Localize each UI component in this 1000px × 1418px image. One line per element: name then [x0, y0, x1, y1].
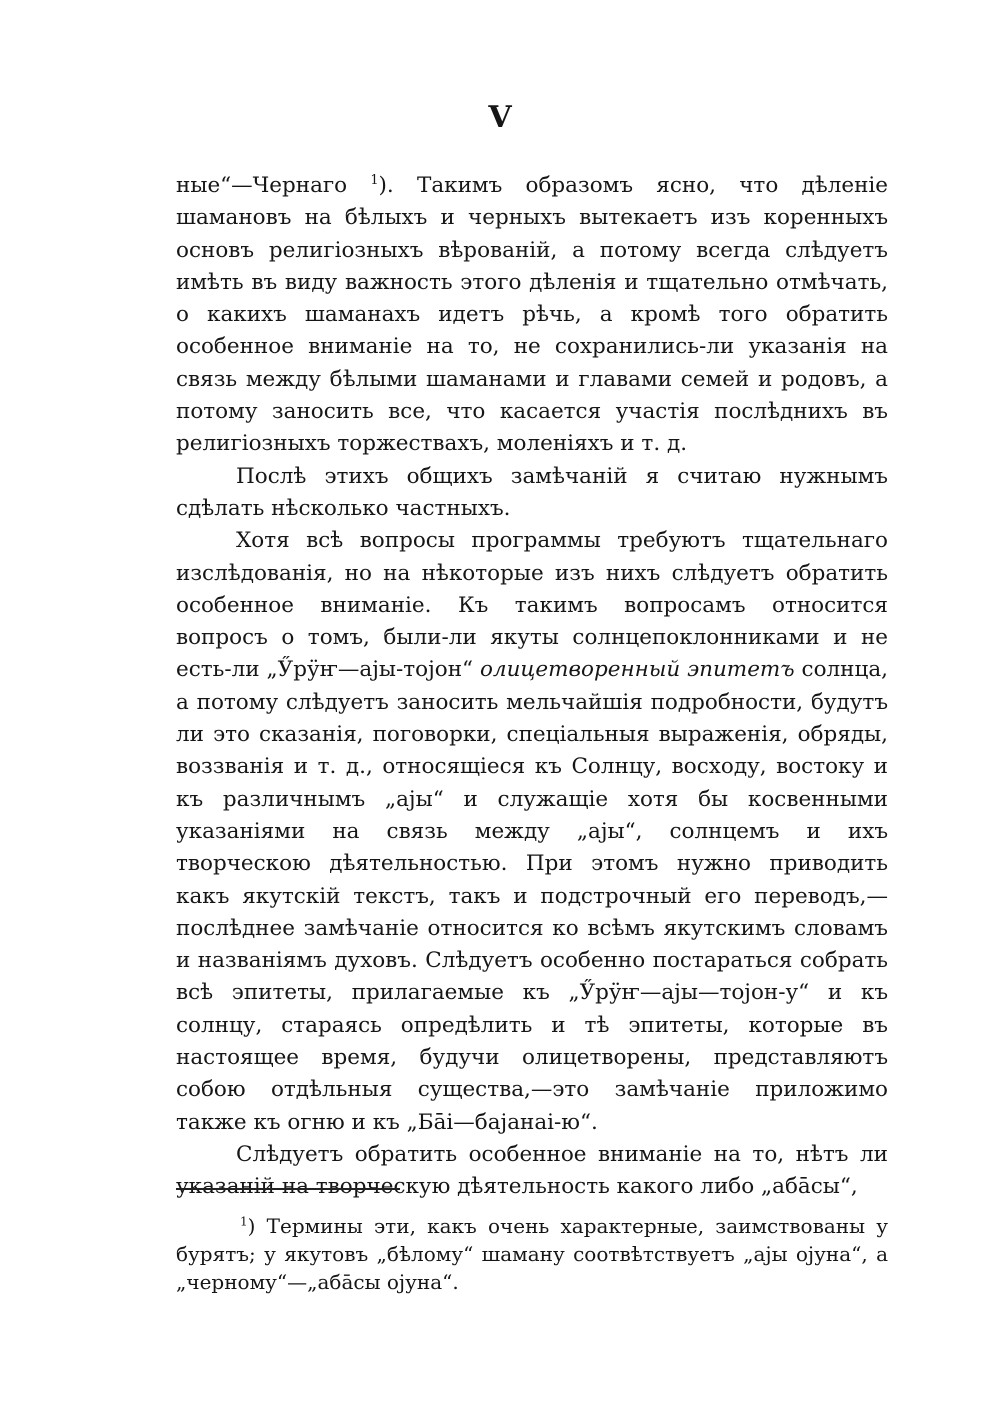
body-text [176, 170, 888, 1204]
paragraph-3 [176, 525, 888, 1139]
text-run: ). Такимъ образомъ ясно, что дѣленіе шамановъ на бѣлыхъ и черныхъ вытекаетъ изъ коренныхъ основъ религіозныхъ вѣрованій, а потому всегда слѣдуетъ имѣть въ виду важность этого дѣленія и тщательно отмѣчать, о какихъ шаманахъ идетъ рѣчь, а кромѣ того обратить особенное вниманіе на то, не сохранились-ли указанія на связь между бѣлыми шаманами и главами семей и родовъ, а потому заносить все, что касается участія послѣднихъ въ религіозныхъ торжествахъ, моленіяхъ и т. д. [176, 173, 889, 457]
footnote-marker: 1 [240, 1214, 248, 1229]
text-run: ные“—Чернаго [176, 173, 371, 198]
text-run: Слѣдуетъ обратить особенное вниманіе на то, нѣтъ ли указаній на творческую дѣятельность какого либо „абāсы“, [176, 1141, 888, 1200]
text-run: Хотя всѣ вопросы программы требуютъ тщательнаго изслѣдованія, но на нѣкоторые изъ нихъ слѣдуетъ обратить особенное вниманіе. Къ такимъ вопросамъ относится вопросъ о томъ, были-ли якуты солнцепоклонниками и не есть-ли „Ӳрӱҥ—ајы-тојон“ [176, 528, 888, 683]
italic-phrase: олицетворенный эпитетъ [479, 657, 795, 683]
footnote-text: ) Термины эти, какъ очень характерные, заимствованы у бурятъ; у якутовъ „бѣлому“ шаману соотвѣтствуетъ „ајы ојуна“, а „черному“—„абāсы ојуна“. [176, 1214, 888, 1294]
footnote-divider [176, 1188, 400, 1190]
paragraph-2 [176, 461, 888, 526]
paragraph-1 [176, 170, 888, 461]
paragraph-4 [176, 1139, 888, 1204]
text-run: солнца, а потому слѣдуетъ заносить мельчайшія подробности, будутъ ли это сказанія, поговорки, спеціальныя выраженія, обряды, воззванія и т. д., относящіеся къ Солнцу, восходу, востоку и къ различнымъ „ајы“ и служащіе хотя бы косвенными указаніями на связь между „ајы“, солнцемъ и ихъ творческою дѣятельностью. При этомъ нужно приводить какъ якутскій текстъ, такъ и подстрочный его переводъ,—послѣднее замѣчаніе относится ко всѣмъ якутскимъ словамъ и названіямъ духовъ. Слѣдуетъ особенно постараться собрать всѣ эпитеты, прилагаемые къ „Ӳрӱҥ—ајы—тојон-у“ и къ солнцу, стараясь опредѣлить и тѣ эпитеты, которые въ настоящее время, будучи олицетворены, представляютъ собою отдѣльныя существа,—это замѣчаніе приложимо также къ огню и къ „Бāі—бајанаі-ю“. [176, 657, 888, 1135]
page-number: V [488, 100, 512, 135]
text-run: Послѣ этихъ общихъ замѣчаній я считаю нужнымъ сдѣлать нѣсколько частныхъ. [176, 463, 888, 521]
footnote [176, 1212, 888, 1296]
footnote-reference[interactable]: 1 [370, 172, 379, 188]
